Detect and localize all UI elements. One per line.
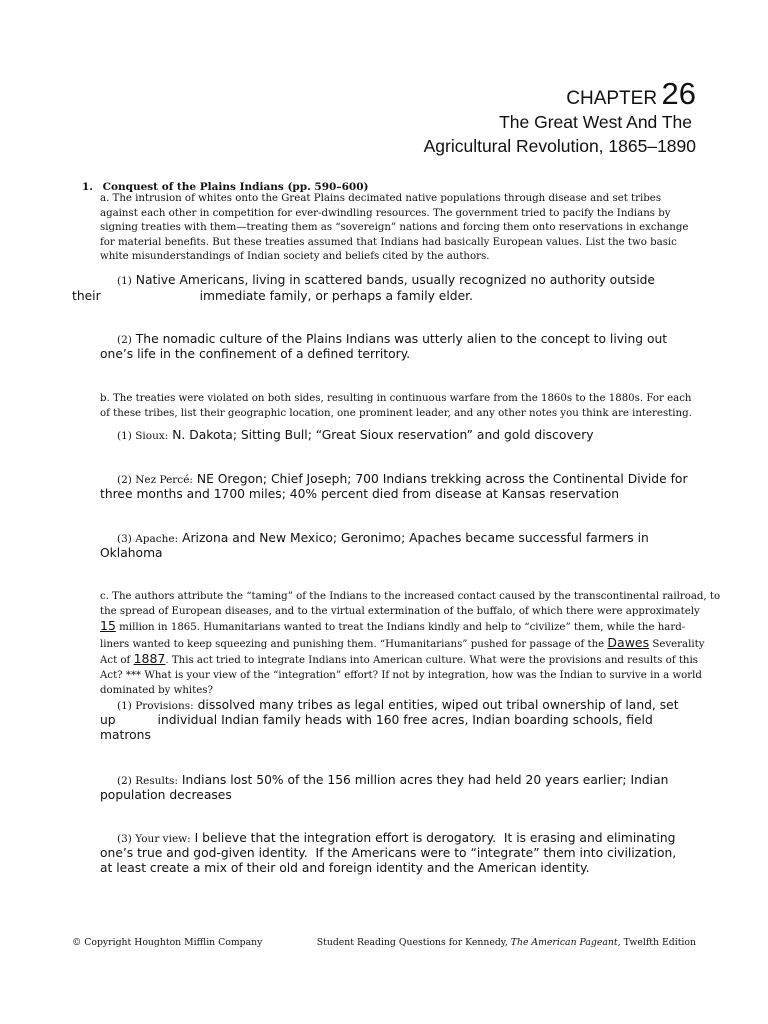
question-a-prompt: a. The intrusion of whites onto the Great Plains decimated native populations through disease and set tribes against each other in competition for ever-dwindling resources. The government tried to pacify the Indians by signing treaties with them—treating them as “sovereign” nations and forcing them onto reservations in exchange for material benefits. But these treaties assumed that Indians had basically European values. List the two basic white misunderstandings of Indian society and beliefs cited by the authors. [100, 193, 689, 263]
chapter-number: 26 [661, 76, 696, 111]
answer-provisions: (1) Provisions: dissolved many tribes as legal entities, wiped out tribal ownership of land, set [117, 698, 679, 712]
footer-book-title: The American Pageant, [510, 937, 621, 948]
answer-nezperce-line2: three months and 1700 miles; 40% percent died from disease at Kansas reservation [100, 487, 620, 501]
footer-copyright: © Copyright Houghton Mifflin Company [72, 937, 263, 948]
chapter-word: CHAPTER [566, 88, 658, 109]
answer-a1-line1: Native Americans, living in scattered bands, usually recognized no authority outside [135, 273, 655, 287]
answer-a1-label: (1) [117, 275, 132, 287]
answer-sioux: (1) Sioux: N. Dakota; Sitting Bull; “Great Sioux reservation” and gold discovery [117, 428, 594, 442]
blank-buffalo-count: 15 [100, 618, 116, 634]
nezperce-label: (2) Nez Percé: [117, 474, 193, 486]
chapter-title-line1: The Great West And The [499, 112, 692, 132]
answer-provisions-line2: up individual Indian family heads with 160 free acres, Indian boarding schools, field [100, 713, 653, 727]
section-title: Conquest of the Plains Indians (pp. 590–600) [102, 181, 369, 193]
provisions-label: (1) Provisions: [117, 700, 194, 712]
blank-dawes: Dawes [607, 634, 650, 650]
blank-year: 1887 [133, 651, 166, 667]
answer-view: (3) Your view: I believe that the integration effort is derogatory. It is erasing and eliminating [117, 831, 676, 845]
answer-a2: (2) The nomadic culture of the Plains Indians was utterly alien to the concept to living out [117, 332, 668, 346]
answer-results-line2: population decreases [100, 788, 232, 802]
answer-provisions-line3: matrons [100, 728, 151, 742]
answer-view-line2: one’s true and god-given identity. If the Americans were to “integrate” them into civilization, [100, 846, 677, 860]
footer-citation: Student Reading Questions for Kennedy, The American Pageant, Twelfth Edition [316, 937, 696, 948]
chapter-title-line2: Agricultural Revolution, 1865–1890 [423, 136, 696, 156]
answer-results: (2) Results: Indians lost 50% of the 156 million acres they had held 20 years earlier; Indian [117, 773, 669, 787]
answer-view-line3: at least create a mix of their old and foreign identity and the American identity. [100, 861, 590, 875]
answer-nezperce: (2) Nez Percé: NE Oregon; Chief Joseph; 700 Indians trekking across the Continental Divide for [117, 472, 688, 486]
question-c-prompt: c. The authors attribute the “taming” of the Indians to the increased contact caused by the transcontinental railroad, to the spread of European diseases, and to the virtual extermination of the buffalo, of which there were approximately 15 million in 1865. Humanitarians wanted to treat the Indians kindly and help to “civilize” them, while the hard- liners wanted to keep squeezing and punishing them. “Humanitarians” pushed for passage of the Dawes Severality Act of 1887. This act tried to integrate Indians into American culture. What were the provisions and results of this Act? *** What is your view of the “integration” effort? If not by integration, how was the Indian to survive in a world dominated by whites? [100, 591, 721, 696]
results-label: (2) Results: [117, 775, 178, 787]
answer-apache: (3) Apache: Arizona and New Mexico; Geronimo; Apaches became successful farmers in [117, 531, 649, 545]
chapter-heading [566, 76, 696, 112]
answer-a2-label: (2) [117, 334, 132, 346]
question-b-prompt: b. The treaties were violated on both sides, resulting in continuous warfare from the 1860s to the 1880s. For each of these tribes, list their geographic location, one prominent leader, and any other notes you think are interesting. [100, 393, 692, 419]
answer-a1-line2: their immediate family, or perhaps a family elder. [72, 289, 473, 303]
answer-a1 [117, 273, 655, 290]
answer-apache-line2: Oklahoma [100, 546, 163, 560]
sioux-label: (1) Sioux: [117, 430, 169, 442]
answer-a2-line2: one’s life in the confinement of a defined territory. [100, 347, 411, 361]
view-label: (3) Your view: [117, 833, 191, 845]
section-number: 1. [82, 181, 93, 193]
apache-label: (3) Apache: [117, 533, 179, 545]
